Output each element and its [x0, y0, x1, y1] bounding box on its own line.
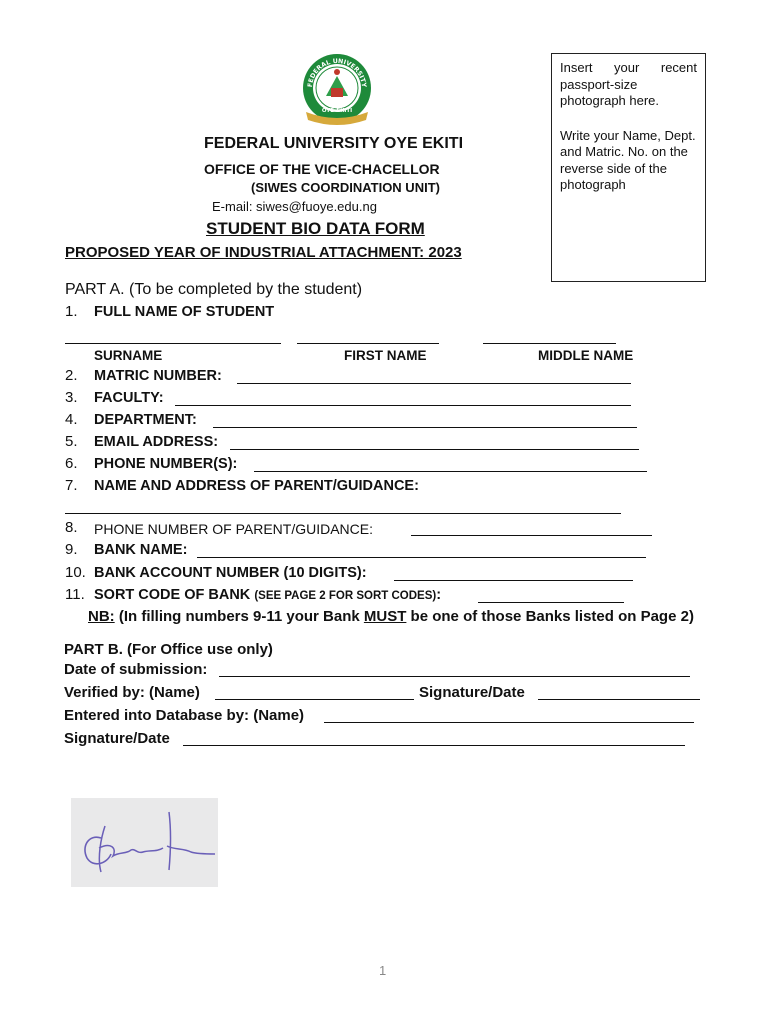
logo-bottom-text: OYE-EKITI	[321, 108, 353, 114]
parent-address-line[interactable]	[65, 513, 621, 514]
entered-by-line[interactable]	[324, 722, 694, 723]
page-number: 1	[379, 963, 387, 978]
signature-stroke	[99, 826, 163, 872]
passport-photo-box[interactable]	[551, 53, 706, 282]
email-line[interactable]	[230, 449, 639, 450]
signature-date-line[interactable]	[183, 745, 685, 746]
first-name-line[interactable]	[297, 343, 439, 344]
signature-image	[71, 798, 218, 887]
field-number: 4.	[65, 411, 78, 428]
bank-note: NB: (In filling numbers 9-11 your Bank MUST be one of those Banks listed on Page 2)	[88, 608, 694, 625]
matric-number-label: MATRIC NUMBER:	[94, 368, 222, 384]
photo-note: Write your Name, Dept. and Matric. No. on the reverse side of the photograph	[560, 127, 696, 192]
faculty-line[interactable]	[175, 405, 631, 406]
phone-line[interactable]	[254, 471, 647, 472]
field-number: 3.	[65, 389, 78, 406]
sort-code-label: SORT CODE OF BANK (SEE PAGE 2 FOR SORT CODES):	[94, 587, 442, 603]
unit-name: (SIWES COORDINATION UNIT)	[251, 180, 440, 195]
verified-by-label: Verified by: (Name)	[64, 684, 200, 701]
logo-star	[334, 69, 340, 75]
sort-code-line[interactable]	[478, 602, 624, 603]
parent-phone-label: PHONE NUMBER OF PARENT/GUIDANCE:	[94, 521, 373, 537]
field-number: 9.	[65, 541, 78, 558]
surname-caption: SURNAME	[94, 348, 163, 363]
surname-line[interactable]	[65, 343, 281, 344]
university-name: FEDERAL UNIVERSITY OYE EKITI	[204, 135, 464, 152]
field-number: 2.	[65, 367, 78, 384]
university-logo	[296, 50, 378, 132]
sort-code-hint: (SEE PAGE 2 FOR SORT CODES)	[254, 590, 437, 602]
email-label: EMAIL ADDRESS:	[94, 434, 219, 450]
parent-address-label: NAME AND ADDRESS OF PARENT/GUIDANCE:	[94, 478, 419, 494]
account-number-line[interactable]	[394, 580, 633, 581]
attachment-year: PROPOSED YEAR OF INDUSTRIAL ATTACHMENT: 2023	[65, 244, 462, 261]
field-number: 5.	[65, 433, 78, 450]
verified-by-line[interactable]	[215, 699, 414, 700]
logo-top-text: FEDERAL UNIVERSITY	[306, 57, 368, 88]
field-number: 8.	[65, 519, 78, 536]
department-label: DEPARTMENT:	[94, 412, 197, 428]
field-number: 11.	[65, 586, 85, 603]
logo-book	[331, 88, 343, 97]
field-number: 10.	[65, 564, 86, 581]
submission-date-line[interactable]	[219, 676, 690, 677]
matric-number-line[interactable]	[237, 383, 631, 384]
submission-date-label: Date of submission:	[64, 661, 208, 678]
verified-signature-label: Signature/Date	[419, 684, 525, 701]
bank-name-label: BANK NAME:	[94, 542, 188, 558]
verified-signature-line[interactable]	[538, 699, 700, 700]
field-number: 6.	[65, 455, 78, 472]
field-number: 7.	[65, 477, 78, 494]
signature-date-label: Signature/Date	[64, 730, 170, 747]
parent-phone-line[interactable]	[411, 535, 652, 536]
middle-name-caption: MIDDLE NAME	[538, 348, 634, 363]
department-line[interactable]	[213, 427, 637, 428]
signature-stroke	[167, 812, 215, 870]
office-name: OFFICE OF THE VICE-CHACELLOR	[204, 161, 440, 177]
account-number-label: BANK ACCOUNT NUMBER (10 DIGITS):	[94, 565, 367, 581]
contact-email: E-mail: siwes@fuoye.edu.ng	[212, 199, 377, 214]
bank-name-line[interactable]	[197, 557, 646, 558]
middle-name-line[interactable]	[483, 343, 616, 344]
signature-stroke	[85, 837, 111, 864]
part-a-heading: PART A. (To be completed by the student)	[65, 281, 363, 298]
field-number: 1.	[65, 303, 78, 320]
entered-by-label: Entered into Database by: (Name)	[64, 707, 305, 724]
part-b-heading: PART B. (For Office use only)	[64, 641, 273, 658]
faculty-label: FACULTY:	[94, 390, 164, 406]
form-title: STUDENT BIO DATA FORM	[206, 219, 425, 238]
full-name-label: FULL NAME OF STUDENT	[94, 304, 275, 320]
photo-instruction: Insert your recent passport-size photograph here.	[560, 60, 697, 108]
phone-label: PHONE NUMBER(S):	[94, 456, 238, 472]
first-name-caption: FIRST NAME	[344, 348, 427, 363]
